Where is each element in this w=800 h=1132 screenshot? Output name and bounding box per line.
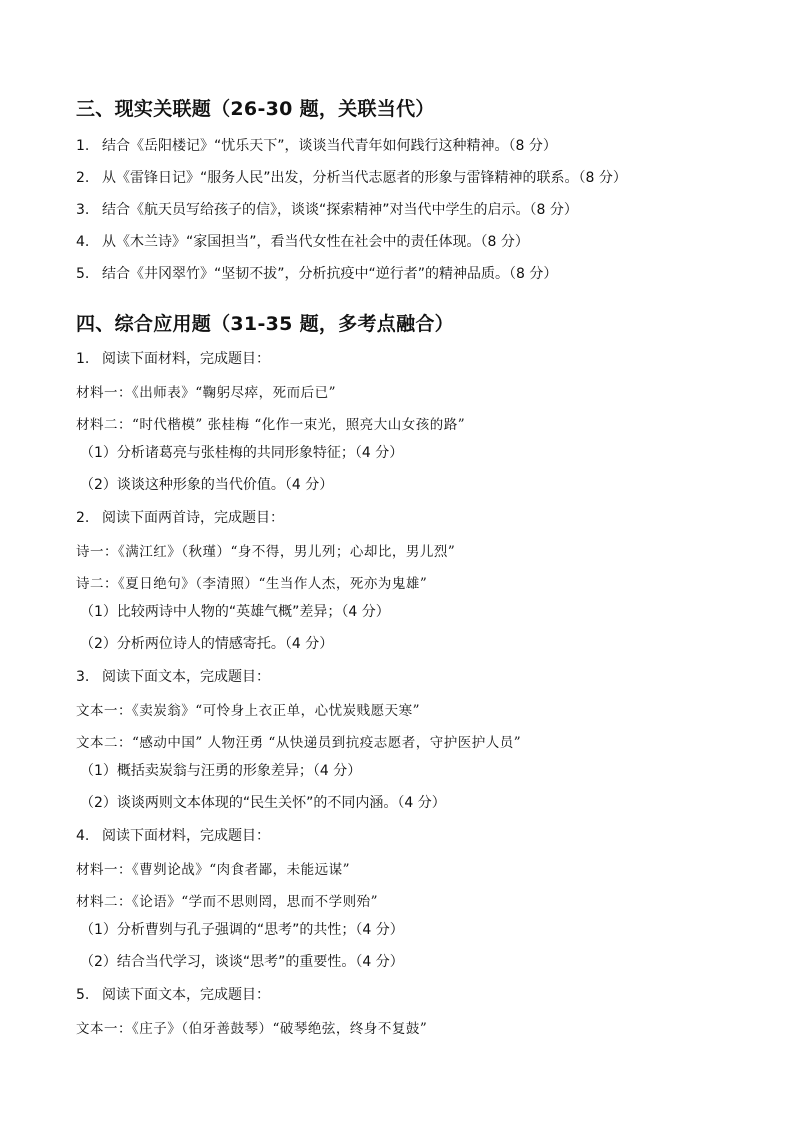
material-text: 材料一：《出师表》“鞠躬尽瘁，死而后已” (76, 385, 337, 401)
material-text: 文本一：《庄子》（伯牙善鼓琴）“破琴绝弦，终身不复鼓” (76, 1021, 428, 1037)
question-item (76, 825, 270, 845)
material-text: 文本一：《卖炭翁》“可怜身上衣正单，心忧炭贱愿天寒” (76, 703, 421, 719)
section-heading: 三、现实关联题（26-30 题，关联当代） (76, 98, 435, 120)
question-item (76, 231, 529, 251)
material-text: 诗二：《夏日绝句》（李清照）“生当作人杰，死亦为鬼雄” (76, 576, 428, 592)
sub-question: （2）结合当代学习，谈谈“思考”的重要性。（4 分） (80, 954, 404, 970)
sub-question: （2）谈谈这种形象的当代价值。（4 分） (80, 477, 334, 493)
question-number: 1. (76, 351, 90, 367)
sub-question: （1）分析诸葛亮与张桂梅的共同形象特征；（4 分） (80, 445, 404, 461)
material-text: 文本二：“感动中国” 人物汪勇 “从快递员到抗疫志愿者，守护医护人员” (76, 735, 522, 751)
question-number: 3. (76, 669, 90, 685)
question-text: 结合《岳阳楼记》“忧乐天下”，谈谈当代青年如何践行这种精神。（8 分） (102, 138, 557, 154)
sub-question: （2）谈谈两则文本体现的“民生关怀”的不同内涵。（4 分） (80, 795, 446, 811)
question-number: 2. (76, 510, 90, 526)
question-item (76, 984, 270, 1004)
question-text: 结合《井冈翠竹》“坚韧不拔”，分析抗疫中“逆行者”的精神品质。（8 分） (102, 266, 558, 282)
question-number: 1. (76, 138, 90, 154)
question-item (76, 507, 284, 527)
question-number: 4. (76, 234, 90, 250)
question-item (76, 666, 270, 686)
question-item (76, 348, 270, 368)
question-item (76, 135, 557, 155)
question-prompt: 阅读下面文本，完成题目： (102, 987, 270, 1003)
question-number: 5. (76, 987, 90, 1003)
sub-question: （1）概括卖炭翁与汪勇的形象差异；（4 分） (80, 763, 362, 779)
question-prompt: 阅读下面文本，完成题目： (102, 669, 270, 685)
question-text: 从《木兰诗》“家国担当”，看当代女性在社会中的责任体现。（8 分） (102, 234, 529, 250)
material-text: 材料一：《曹刿论战》“肉食者鄙，未能远谋” (76, 862, 351, 878)
material-text: 材料二：《论语》“学而不思则罔，思而不学则殆” (76, 894, 379, 910)
section-heading: 四、综合应用题（31-35 题，多考点融合） (76, 313, 454, 335)
question-prompt: 阅读下面材料，完成题目： (102, 351, 270, 367)
question-text: 从《雷锋日记》“服务人民”出发，分析当代志愿者的形象与雷锋精神的联系。（8 分） (102, 170, 627, 186)
question-item (76, 199, 578, 219)
question-prompt: 阅读下面两首诗，完成题目： (102, 510, 284, 526)
sub-question: （1）比较两诗中人物的“英雄气概”差异；（4 分） (80, 604, 390, 620)
sub-question: （2）分析两位诗人的情感寄托。（4 分） (80, 636, 334, 652)
question-number: 2. (76, 170, 90, 186)
question-text: 结合《航天员写给孩子的信》，谈谈“探索精神”对当代中学生的启示。（8 分） (102, 202, 578, 218)
question-item (76, 263, 557, 283)
question-item (76, 167, 627, 187)
question-number: 4. (76, 828, 90, 844)
question-prompt: 阅读下面材料，完成题目： (102, 828, 270, 844)
sub-question: （1）分析曹刿与孔子强调的“思考”的共性；（4 分） (80, 922, 404, 938)
material-text: 诗一：《满江红》（秋瑾）“身不得，男儿列；心却比，男儿烈” (76, 544, 456, 560)
material-text: 材料二：“时代楷模” 张桂梅 “化作一束光，照亮大山女孩的路” (76, 417, 466, 433)
question-number: 3. (76, 202, 90, 218)
question-number: 5. (76, 266, 90, 282)
